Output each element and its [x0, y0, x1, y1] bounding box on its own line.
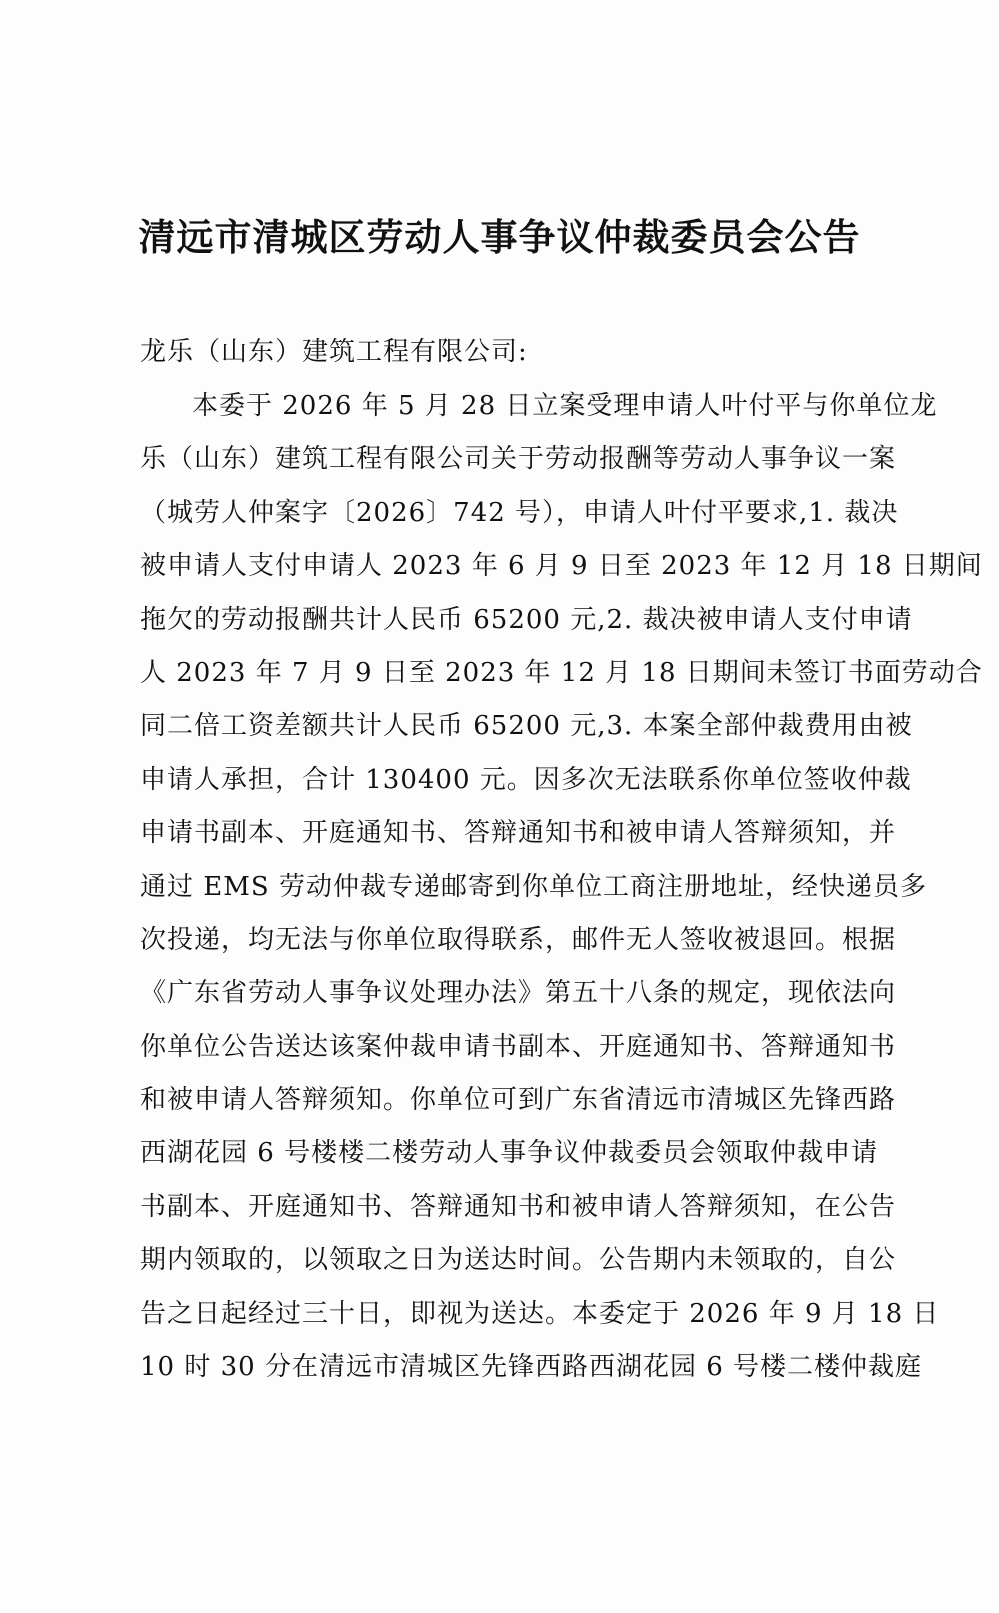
body-line: 被申请人支付申请人 2023 年 6 月 9 日至 2023 年 12 月 18 日期间 — [140, 551, 983, 582]
notice-title: 清远市清城区劳动人事争议仲裁委员会公告 — [138, 215, 861, 259]
body-line: 西湖花园 6 号楼楼二楼劳动人事争议仲裁委员会领取仲裁申请 — [140, 1138, 879, 1169]
body-line: 期内领取的，以领取之日为送达时间。公告期内未领取的，自公 — [140, 1245, 897, 1276]
body-line: 10 时 30 分在清远市清城区先锋西路西湖花园 6 号楼二楼仲裁庭 — [140, 1352, 923, 1383]
body-line: 人 2023 年 7 月 9 日至 2023 年 12 月 18 日期间未签订书面劳动合 — [140, 657, 983, 688]
addressee: 龙乐（山东）建筑工程有限公司: — [140, 337, 528, 367]
body-line: （城劳人仲案字〔2026〕742 号），申请人叶付平要求,1. 裁决 — [140, 497, 899, 528]
body-line: 通过 EMS 劳动仲裁专递邮寄到你单位工商注册地址，经快递员多 — [140, 871, 927, 902]
body-line: 次投递，均无法与你单位取得联系，邮件无人签收被退回。根据 — [140, 924, 897, 955]
body-line: 《广东省劳动人事争议处理办法》第五十八条的规定，现依法向 — [140, 978, 897, 1009]
notice-body — [140, 380, 983, 1394]
body-line: 告之日起经过三十日，即视为送达。本委定于 2026 年 9 月 18 日 — [140, 1298, 940, 1329]
body-line: 书副本、开庭通知书、答辩通知书和被申请人答辩须知，在公告 — [140, 1191, 897, 1222]
body-line: 和被申请人答辩须知。你单位可到广东省清远市清城区先锋西路 — [140, 1085, 897, 1116]
body-line: 乐（山东）建筑工程有限公司关于劳动报酬等劳动人事争议一案 — [140, 444, 897, 475]
body-line: 本委于 2026 年 5 月 28 日立案受理申请人叶付平与你单位龙 — [192, 391, 938, 421]
body-line: 你单位公告送达该案仲裁申请书副本、开庭通知书、答辩通知书 — [140, 1031, 897, 1062]
body-line: 申请人承担，合计 130400 元。因多次无法联系你单位签收仲裁 — [140, 764, 912, 795]
body-line: 同二倍工资差额共计人民币 65200 元,3. 本案全部仲裁费用由被 — [140, 711, 913, 742]
body-line: 拖欠的劳动报酬共计人民币 65200 元,2. 裁决被申请人支付申请 — [140, 604, 913, 635]
body-line: 申请书副本、开庭通知书、答辩通知书和被申请人答辩须知，并 — [140, 818, 897, 849]
